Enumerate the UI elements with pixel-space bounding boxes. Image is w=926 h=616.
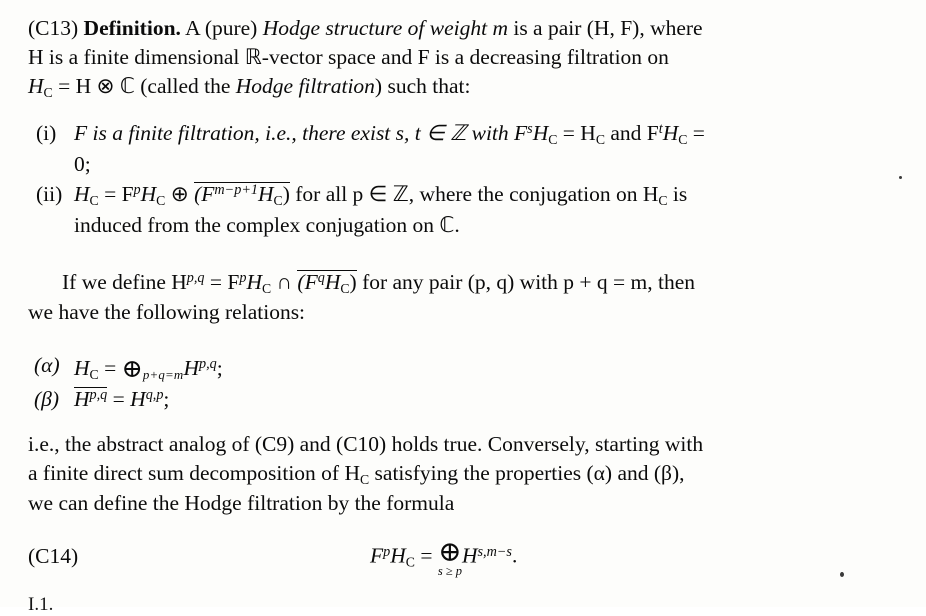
item-tag-i: (i) [36, 121, 57, 146]
equation-lhs-sub: C [405, 554, 415, 570]
relation-alpha-eq: = [98, 355, 122, 380]
equation-block [28, 535, 900, 602]
item-ii-overline-b: H [258, 182, 274, 207]
definition-line3-italic: Hodge filtration [235, 73, 375, 98]
middle-overline-group [297, 270, 356, 297]
spacer [28, 327, 900, 347]
middle-ovl-b: H [324, 269, 341, 294]
middle-line1-b: = F [204, 269, 240, 294]
middle-ovl-c: ) [349, 269, 357, 294]
list-item [28, 180, 900, 239]
equation-body [370, 535, 518, 579]
equation-lhs-a: F [370, 543, 384, 568]
relation-beta-overline-group [74, 387, 107, 411]
item-i-sub2: C [595, 132, 605, 147]
relation-beta-eq: = [107, 387, 131, 412]
item-ii-text-a: H [74, 182, 90, 207]
item-ii-sub2: C [156, 193, 166, 209]
item-i-text-d: and F [604, 121, 659, 146]
item-ii-text-c: H [140, 182, 157, 207]
middle-line1-a: If we define H [62, 269, 187, 294]
item-i-text-b: H [532, 121, 549, 146]
definition-line1-italic: Hodge structure of weight m [262, 16, 508, 40]
middle-line1-e: for any pair (p, q) with p + q = m, then [356, 269, 696, 294]
item-i-sup1: s [527, 121, 533, 138]
relation-alpha-tag: (α) [34, 352, 60, 377]
item-i-text-e: H [662, 121, 679, 146]
equation-bigop: ⊕ [438, 535, 462, 569]
closing-line2-a: a finite direct sum decomposition of H [28, 460, 360, 485]
item-ii-sub3: C [658, 193, 668, 209]
equation-eq: = [414, 543, 438, 568]
scan-speck [899, 176, 902, 179]
relation-alpha-rhs: H [183, 355, 199, 380]
closing-paragraph [28, 430, 900, 518]
definition-keyword: Definition. [83, 16, 181, 40]
definition-line1-b: is a pair (H, F), where [507, 16, 703, 40]
relation-alpha [28, 351, 900, 385]
spacer [28, 414, 900, 430]
item-i-sup2: t [658, 121, 663, 138]
closing-line2-sub: C [359, 471, 370, 487]
equation-rhs: H [462, 543, 478, 568]
item-ii-sub1: C [89, 193, 99, 209]
middle-ovl-sup: q [317, 269, 325, 286]
equation-tag: (C14) [28, 544, 79, 569]
relation-beta-rhs-sup: q,p [145, 387, 164, 404]
equation-rhs-sup: s,m−s [477, 543, 512, 560]
middle-ovl-sub: C [340, 280, 350, 296]
closing-line2-b: satisfying the properties (α) and (β), [369, 460, 685, 485]
scan-speck [840, 572, 844, 577]
equation-lhs-b: H [390, 543, 406, 568]
definition-line3-b: = H ⊗ ℂ (called the [52, 73, 236, 98]
middle-line1-sup: p,q [186, 269, 205, 286]
equation-lhs-sup: p [383, 543, 391, 560]
closing-line3: we can define the Hodge filtration by the formula [28, 491, 455, 516]
item-ii-overline-sub: C [273, 193, 283, 209]
relation-alpha-lhs-sub: C [89, 366, 99, 382]
relation-beta-punct: ; [163, 387, 170, 412]
middle-line1-sub: C [261, 280, 272, 296]
middle-line1-sup2: p [239, 269, 247, 286]
item-ii-overline-c: ) [282, 182, 290, 207]
equation-bigop-limit: s ≥ p [437, 564, 462, 579]
document-body [28, 14, 900, 602]
relation-beta-tag: (β) [34, 387, 60, 412]
relation-alpha-rhs-sup: p,q [198, 356, 217, 373]
definition-line3-sub: C [43, 84, 53, 100]
item-i-text-c: = H [557, 121, 596, 146]
definition-line1-a: A (pure) [185, 16, 263, 40]
item-i-sub1: C [548, 132, 558, 147]
relation-alpha-op-sub: p+q=m [142, 367, 184, 382]
relations-block [28, 351, 900, 414]
item-ii-text-f: is [667, 182, 688, 207]
middle-paragraph [28, 268, 900, 327]
spacer [28, 242, 900, 268]
relation-alpha-punct: ; [216, 355, 223, 380]
direct-sum-icon: ⊕ [121, 352, 143, 383]
item-ii-line2: induced from the complex conjugation on ℂ. [74, 212, 460, 237]
footer-fragment: I.1. [28, 594, 54, 615]
middle-ovl-a: (F [297, 269, 318, 294]
item-i-line2: 0; [74, 151, 91, 176]
closing-line1: i.e., the abstract analog of (C9) and (C10) holds true. Conversely, starting with [28, 431, 704, 456]
middle-line1-c: H [246, 269, 262, 294]
item-tag-ii: (ii) [36, 182, 63, 207]
item-ii-text-d: ⊕ [165, 182, 195, 207]
item-i-text-a: F is a finite filtration, i.e., there exist s, t ∈ ℤ with F [74, 121, 528, 146]
relation-beta-lhs: H [74, 387, 90, 412]
item-i-text-f: = [687, 121, 705, 146]
relation-beta-rhs: H [130, 387, 146, 412]
definition-line2: H is a finite dimensional ℝ-vector space and F is a decreasing filtration on [28, 44, 669, 69]
definition-line3-c: ) such that: [374, 73, 471, 98]
equation-punct: . [511, 543, 518, 568]
list-item [28, 119, 900, 178]
item-ii-overline-group [194, 182, 290, 209]
definition-paragraph [28, 14, 900, 102]
item-ii-text-e: for all p ∈ ℤ, where the conjugation on H [289, 182, 659, 207]
relation-alpha-lhs: H [74, 355, 90, 380]
condition-list [28, 119, 900, 240]
relation-beta-lhs-sup: p,q [89, 387, 108, 404]
relation-beta [28, 385, 900, 414]
item-ii-overline-sup: m−p+1 [214, 182, 258, 199]
direct-sum-icon [437, 535, 462, 579]
item-i-sub3: C [678, 132, 688, 147]
item-ii-overline-a: (F [194, 182, 215, 207]
item-ii-text-b: = F [98, 182, 134, 207]
item-ii-sup1: p [133, 182, 141, 199]
middle-line1-d: ∩ [271, 269, 298, 294]
definition-tag: (C13) [28, 16, 79, 40]
definition-line3-a: H [28, 73, 44, 98]
middle-line2: we have the following relations: [28, 300, 306, 324]
